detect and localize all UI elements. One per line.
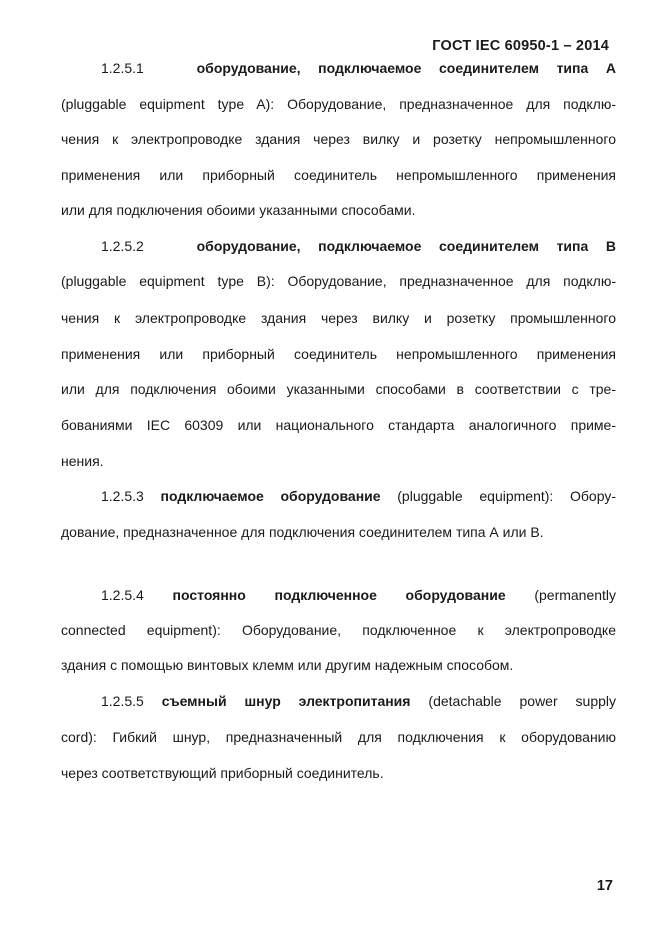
- clause-text-line: применения или приборный соединитель непромышленного применения: [61, 167, 616, 183]
- page-header-standard-id: ГОСТ IEC 60950-1 – 2014: [432, 38, 609, 54]
- clause-text-line: чения к электропроводке здания через вилку и розетку промышленного: [61, 310, 616, 326]
- clause-number: 1.2.5.2: [101, 238, 144, 254]
- clause-text-line: дование, предназначенное для подключения соединителем типа А или В.: [61, 524, 544, 540]
- clause-text-line: connected equipment): Оборудование, подключенное к электропроводке: [61, 622, 616, 638]
- clause-text-line: здания с помощью винтовых клемм или другим надежным способом.: [61, 657, 514, 673]
- page-number: 17: [596, 878, 613, 894]
- clause-number: 1.2.5.3: [101, 488, 144, 504]
- clause-1-2-5-3-heading: [101, 488, 616, 504]
- clause-number: 1.2.5.5: [101, 693, 144, 709]
- clause-term: постоянно подключенное оборудование: [172, 587, 506, 603]
- clause-text-line: cord): Гибкий шнур, предназначенный для подключения к оборудованию: [61, 729, 616, 745]
- clause-number: 1.2.5.4: [101, 587, 144, 603]
- clause-1-2-5-1-heading: [101, 60, 616, 76]
- clause-term: оборудование, подключаемое соединителем типа А: [196, 60, 616, 76]
- clause-text-line: (pluggable equipment type B): Оборудование, предназначенное для подклю-: [61, 273, 616, 289]
- clause-text-line: или для подключения обоими указанными способами.: [61, 202, 416, 218]
- clause-term: подключаемое оборудование: [160, 488, 381, 504]
- clause-1-2-5-4-heading: [101, 587, 616, 603]
- clause-term: оборудование, подключаемое соединителем типа В: [196, 238, 616, 254]
- clause-text-line: применения или приборный соединитель непромышленного применения: [61, 346, 616, 362]
- clause-text-line: или для подключения обоими указанными способами в соответствии с тре-: [61, 381, 616, 397]
- clause-text-line: через соответствующий приборный соединитель.: [61, 765, 384, 781]
- clause-text-line: (pluggable equipment type A): Оборудование, предназначенное для подклю-: [61, 96, 616, 112]
- clause-text-line: бованиями IEC 60309 или национального стандарта аналогичного приме-: [61, 417, 616, 433]
- clause-text-line: чения к электропроводке здания через вилку и розетку непромышленного: [61, 131, 616, 147]
- clause-1-2-5-2-heading: [101, 238, 616, 254]
- clause-text-start: (detachable power supply: [428, 693, 617, 709]
- clause-number: 1.2.5.1: [101, 60, 144, 76]
- clause-term: съемный шнур электропитания: [161, 693, 411, 709]
- clause-text-start: (pluggable equipment): Обору-: [397, 488, 616, 504]
- clause-1-2-5-5-heading: [101, 693, 616, 709]
- clause-text-line: нения.: [61, 453, 104, 469]
- clause-text-start: (permanently: [534, 587, 617, 603]
